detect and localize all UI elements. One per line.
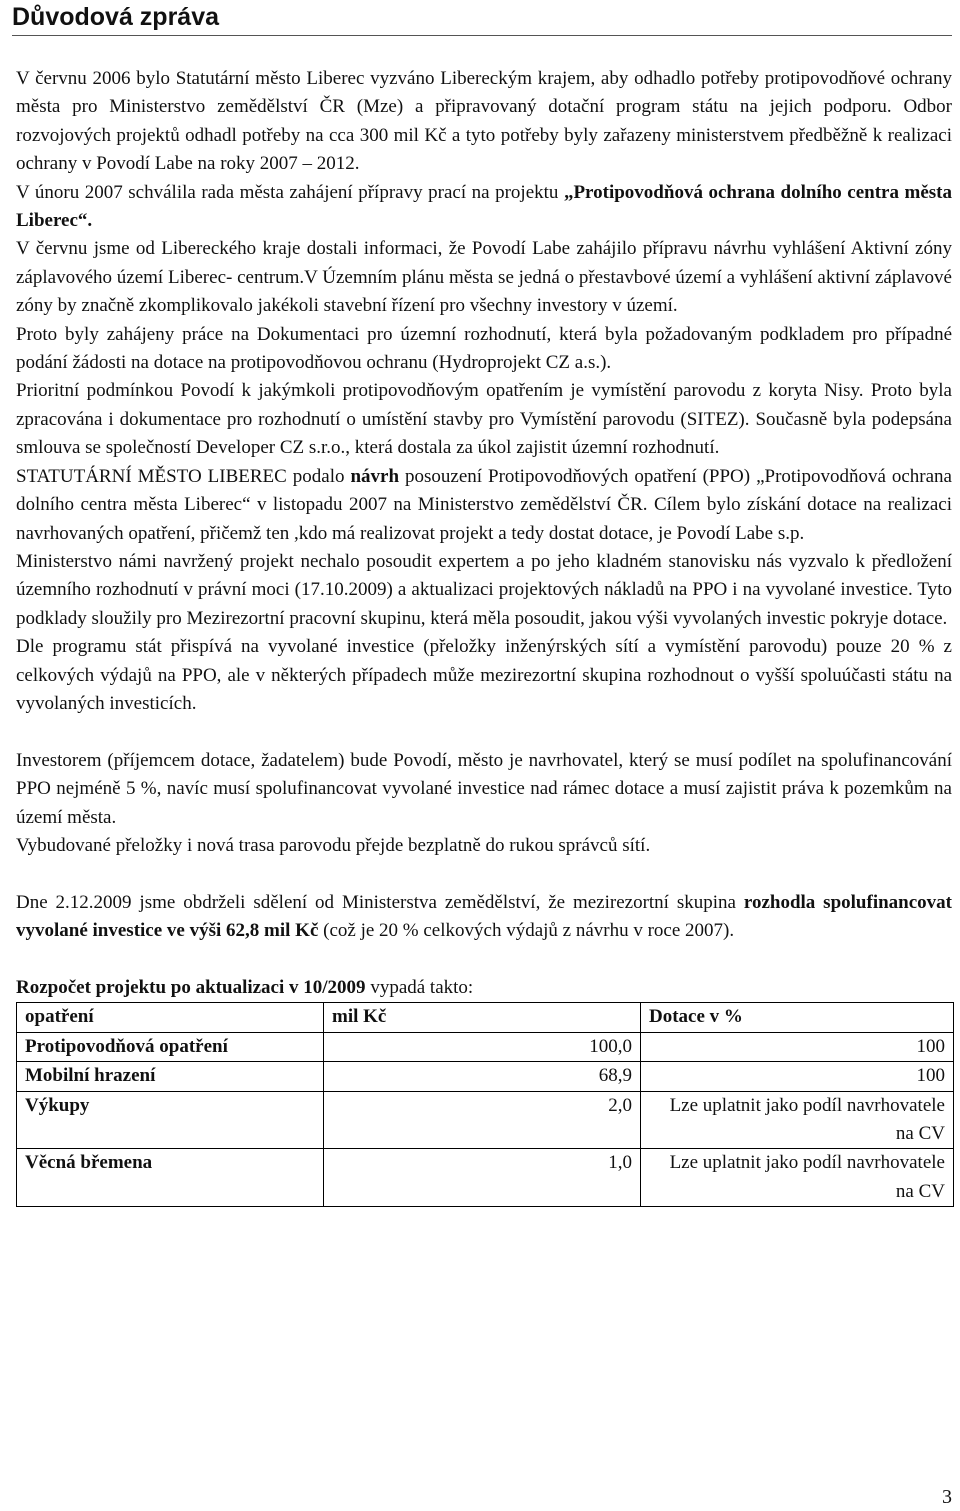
paragraph-flood-zone: V červnu jsme od Libereckého kraje dostali informaci, že Povodí Labe zahájilo přípravu návrhu vyhlášení Aktivní zóny záplavového území Liberec- centrum.V Územním plánu města se jedná o přestavbové území a vyhlášení aktivní záplavové zóny by značně zkomplikovalo jakékoli stavební řízení pro všechny investory v území.: [16, 238, 952, 317]
decision-bold: rozhodla spolufinancovat vyvolané investice ve výši 62,8 mil Kč: [16, 891, 952, 942]
row-amount: 1,0: [324, 1149, 641, 1207]
paragraph-ministry: Ministerstvo námi navržený projekt nechalo posoudit expertem a po jeho kladném stanovisku nás vyzvalo k předložení územního rozhodnutí v právní moci (17.10.2009) a aktualizaci projektových nákladů na PPO i na vyvolané investice. Tyto podklady sloužily pro Mezirezortní pracovní skupinu, která měla posoudit, jakou výši vyvolaných investic pokryje dotace.: [16, 550, 952, 629]
paragraph-council-approval: [16, 179, 952, 236]
table-row: [17, 1062, 954, 1091]
paragraph-intro: V červnu 2006 bylo Statutární město Liberec vyzváno Libereckým krajem, aby odhadlo potřeby protipovodňové ochrany města pro Ministerstvo zemědělství ČR (Mze) a připravovaný dotační program státu na jejich podporu. Odbor rozvojových projektů odhadl potřeby na cca 300 mil Kč a tyto potřeby byly zařazeny ministerstvem předběžně k realizaci ochrany v Povodí Labe na roky 2007 – 2012.: [16, 68, 952, 175]
row-item: Mobilní hrazení: [17, 1062, 324, 1091]
paragraph-program: Dle programu stát přispívá na vyvolané investice (přeložky inženýrských sítí a vymístění parovodu) pouze 20 % z celkových výdajů na PPO, ale v některých případech může mezirezortní skupina rozhodnout o vyšší spoluúčasti státu na vyvolaných investicích.: [16, 636, 952, 714]
proposal-text-post: posouzení Protipovodňových opatření (PPO) „Protipovodňová ochrana dolního centra města Liberec“ v listopadu 2007 na Ministerstvo zemědělství ČR. Cílem bylo získání dotace na realizaci navrhovaných opatření, přičemž ten ,kdo má realizovat projekt a tedy dostat dotace, je Povodí Labe s.p.: [16, 465, 952, 544]
budget-intro-bold: Rozpočet projektu po aktualizaci v 10/2009: [16, 976, 366, 998]
budget-intro: [16, 974, 952, 1002]
table-row: [17, 1032, 954, 1061]
paragraph-steam-pipeline: Prioritní podmínkou Povodí k jakýmkoli protipovodňovým opatřením je vymístění parovodu z koryta Nisy. Proto byla zpracována i dokumentace pro rozhodnutí o umístění stavby pro Vymístění parovodu (SITEZ). Současně byla podepsána smlouva se společností Developer CZ s.r.o., která dostala za úkol zajistit územní rozhodnutí.: [16, 380, 952, 459]
document-body: [16, 65, 952, 1207]
header-item: opatření: [17, 1003, 324, 1032]
header-amount: mil Kč: [324, 1003, 641, 1032]
row-amount: 2,0: [324, 1091, 641, 1149]
paragraph-decision: [16, 889, 952, 946]
table-row: [17, 1149, 954, 1207]
row-item: Věcná břemena: [17, 1149, 324, 1207]
budget-table: [16, 1002, 954, 1207]
row-item: Protipovodňová opatření: [17, 1032, 324, 1061]
proposal-bold: návrh: [350, 465, 400, 487]
page-number: 3: [942, 1486, 952, 1508]
paragraph-proposal: [16, 463, 952, 548]
budget-intro-text: vypadá takto:: [365, 976, 474, 998]
row-amount: 100,0: [324, 1032, 641, 1061]
row-subsidy: Lze uplatnit jako podíl navrhovatele na CV: [641, 1091, 954, 1149]
header-subsidy: Dotace v %: [641, 1003, 954, 1032]
paragraph-transfer: Vybudované přeložky i nová trasa parovodu přejde bezplatně do rukou správců sítí.: [16, 834, 651, 856]
project-name: „Protipovodňová ochrana dolního centra města Liberec“.: [16, 181, 952, 232]
proposal-text-pre: STATUTÁRNÍ MĚSTO LIBEREC podalo: [16, 465, 351, 487]
row-amount: 68,9: [324, 1062, 641, 1091]
row-subsidy: Lze uplatnit jako podíl navrhovatele na CV: [641, 1149, 954, 1207]
row-item: Výkupy: [17, 1091, 324, 1149]
table-header-row: [17, 1003, 954, 1032]
table-row: [17, 1091, 954, 1149]
page-title: Důvodová zpráva: [12, 2, 952, 36]
decision-text-pre: Dne 2.12.2009 jsme obdrželi sdělení od Ministerstva zemědělství, že mezirezortní skupina: [16, 891, 744, 913]
row-subsidy: 100: [641, 1062, 954, 1091]
decision-text-post: (což je 20 % celkových výdajů z návrhu v roce 2007).: [318, 920, 735, 942]
row-subsidy: 100: [641, 1032, 954, 1061]
paragraph-investor: Investorem (příjemcem dotace, žadatelem) bude Povodí, město je navrhovatel, který se musí podílet na spolufinancování PPO nejméně 5 %, navíc musí spolufinancovat vyvolané investice nad rámec dotace a musí zajistit práva k pozemkům na území města.: [16, 749, 952, 828]
paragraph-council-text: V únoru 2007 schválila rada města zahájení přípravy prací na projektu: [16, 181, 564, 203]
paragraph-documentation: Proto byly zahájeny práce na Dokumentaci pro územní rozhodnutí, která byla požadovaným podkladem pro případné podání žádosti na dotace na protipovodňovou ochranu (Hydroprojekt CZ a.s.).: [16, 323, 952, 374]
